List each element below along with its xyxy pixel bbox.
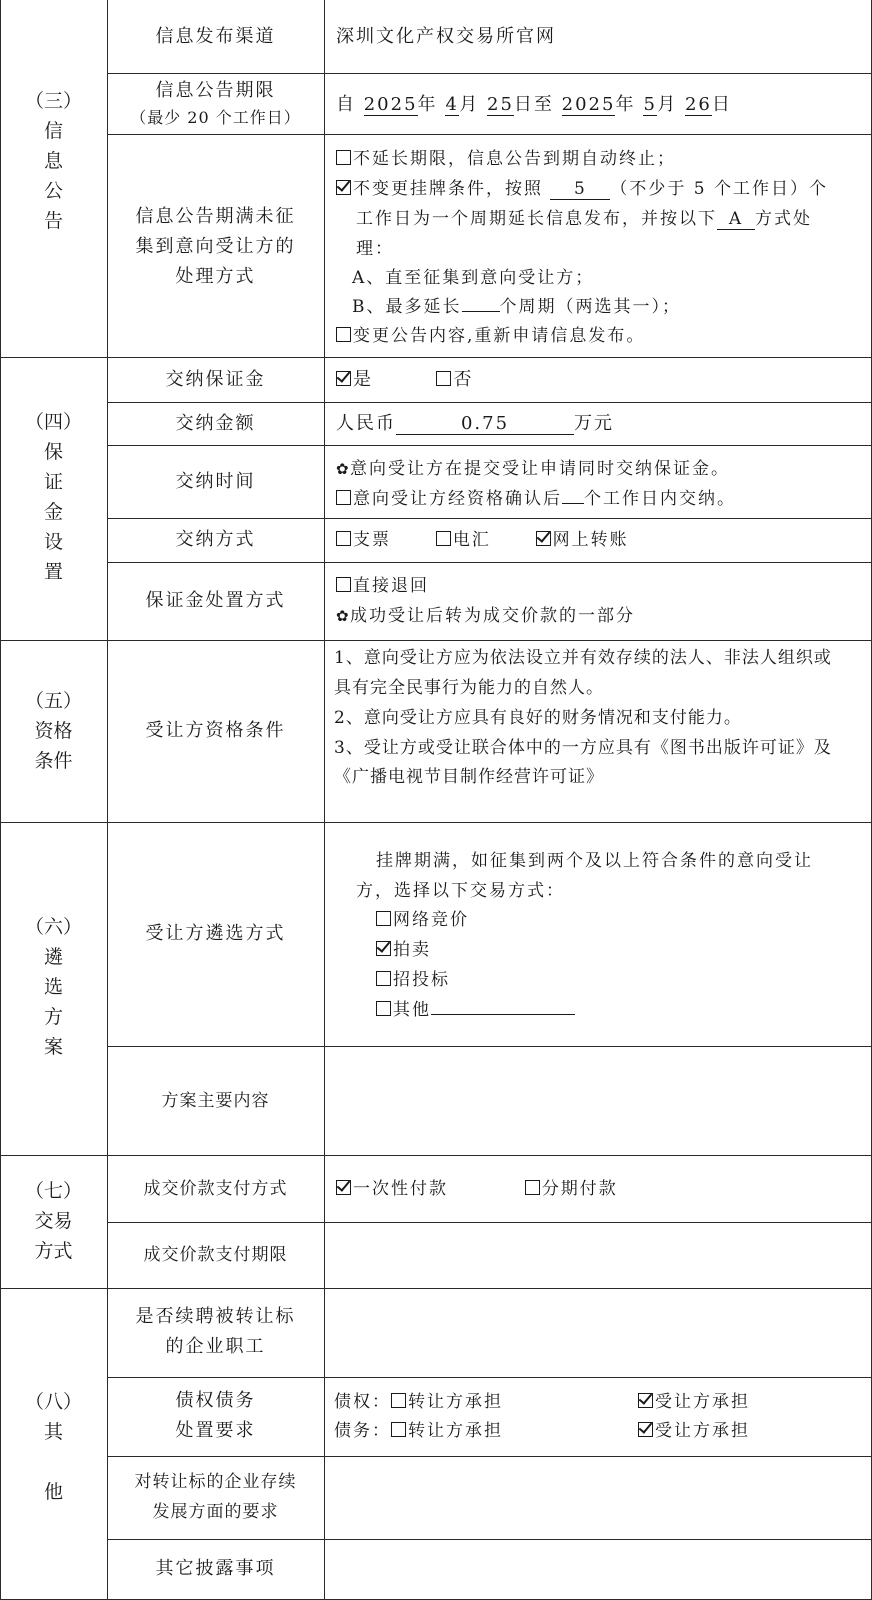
expiry-label-2: 集到意向受让方的 xyxy=(135,236,296,257)
section-8-heading: （八） 其 他 xyxy=(24,1391,82,1503)
plan-content-label: 方案主要内容 xyxy=(161,1091,270,1111)
checkbox-unchecked-icon[interactable] xyxy=(376,911,391,926)
checkbox-unchecked-icon[interactable] xyxy=(525,1180,540,1195)
expiry-label-1: 信息公告期满未征 xyxy=(135,206,296,227)
checkbox-unchecked-icon[interactable] xyxy=(376,1001,391,1016)
rehire-label-2: 的企业职工 xyxy=(165,1336,266,1357)
section-6-heading: （六） 遴 选 方 案 xyxy=(24,916,82,1058)
expiry-option-2[interactable]: 不变更挂牌条件，按照 5 （不少于 5 个工作日）个 xyxy=(336,178,828,200)
deposit-method-label: 交纳方式 xyxy=(175,529,256,550)
deposit-required-label: 交纳保证金 xyxy=(165,369,266,390)
selection-option-other[interactable]: 其他 xyxy=(376,999,575,1021)
selection-option-tender[interactable]: 招投标 xyxy=(376,969,450,991)
development-label-1: 对转让标的企业存续 xyxy=(134,1472,297,1492)
checkbox-unchecked-icon[interactable] xyxy=(391,1422,406,1437)
expiry-option-2-a: A、直至征集到意向受让方； xyxy=(352,268,595,288)
qualification-label: 受让方资格条件 xyxy=(145,720,286,741)
expiry-option-2-b: B、最多延长 个周期（两选其一）； xyxy=(352,297,681,317)
checkbox-unchecked-icon[interactable] xyxy=(336,490,351,505)
expiry-label-3: 处理方式 xyxy=(175,266,256,287)
channel-label: 信息发布渠道 xyxy=(155,26,276,47)
checkbox-unchecked-icon[interactable] xyxy=(391,1393,406,1408)
checkbox-unchecked-icon[interactable] xyxy=(336,150,351,165)
checkbox-unchecked-icon[interactable] xyxy=(376,971,391,986)
development-label-2: 发展方面的要求 xyxy=(152,1502,279,1522)
debt-transferee[interactable]: 受让方承担 xyxy=(638,1420,750,1442)
channel-value: 深圳文化产权交易所官网 xyxy=(336,26,556,47)
section-4-heading: （四） 保 证 金 设 置 xyxy=(24,411,82,583)
deposit-time-option-2[interactable]: 意向受让方经资格确认后 个工作日内交纳。 xyxy=(336,488,736,510)
expiry-option-3[interactable]: 变更公告内容,重新申请信息发布。 xyxy=(336,325,645,347)
period-note: （最少 20 个工作日） xyxy=(130,108,301,127)
flower-bullet-icon: ✿ xyxy=(336,607,351,625)
rehire-label-1: 是否续聘被转让标 xyxy=(135,1306,296,1327)
deposit-method-options: 支票 电汇 网上转账 xyxy=(336,529,629,551)
flower-bullet-icon: ✿ xyxy=(336,460,351,478)
deposit-amount-label: 交纳金额 xyxy=(175,413,256,434)
qualification-line-1: 1、意向受让方应为依法设立并有效存续的法人、非法人组织或 xyxy=(334,648,832,668)
checkbox-checked-icon[interactable] xyxy=(536,531,551,546)
deposit-required-options: 是 否 xyxy=(336,369,473,391)
selection-intro-1: 挂牌期满，如征集到两个及以上符合条件的意向受让 xyxy=(376,851,813,871)
checkbox-unchecked-icon[interactable] xyxy=(336,327,351,342)
deposit-time-label: 交纳时间 xyxy=(175,471,256,492)
checkbox-unchecked-icon[interactable] xyxy=(436,371,451,386)
payment-method-options: 一次性付款 分期付款 xyxy=(336,1178,618,1200)
payment-method-label: 成交价款支付方式 xyxy=(143,1179,288,1199)
deposit-dispose-option-2[interactable]: ✿成功受让后转为成交价款的一部分 xyxy=(336,606,635,626)
other-disclosure-label: 其它披露事项 xyxy=(155,1558,276,1579)
checkbox-checked-icon[interactable] xyxy=(376,941,391,956)
checkbox-checked-icon[interactable] xyxy=(336,371,351,386)
checkbox-unchecked-icon[interactable] xyxy=(336,531,351,546)
checkbox-checked-icon[interactable] xyxy=(336,1180,351,1195)
expiry-option-2-line-3: 理： xyxy=(356,239,394,259)
debt-label-1: 债权债务 xyxy=(175,1390,256,1411)
deposit-time-option-1[interactable]: ✿意向受让方在提交受让申请同时交纳保证金。 xyxy=(336,459,730,479)
qualification-line-5: 《广播电视节目制作经营许可证》 xyxy=(334,767,604,787)
payment-term-label: 成交价款支付期限 xyxy=(143,1245,288,1265)
qualification-line-3: 2、意向受让方应具有良好的财务情况和支付能力。 xyxy=(334,708,742,728)
period-value: 自 2025年 4月 25日至 2025年 5月 26日 xyxy=(336,94,732,115)
checkbox-unchecked-icon[interactable] xyxy=(336,577,351,592)
deposit-dispose-label: 保证金处置方式 xyxy=(145,590,286,611)
deposit-amount-value: 人民币 0.75 万元 xyxy=(336,413,614,434)
expiry-option-2-line-2: 工作日为一个周期延长信息发布，并按以下 A 方式处 xyxy=(356,209,812,229)
checkbox-checked-icon[interactable] xyxy=(638,1393,653,1408)
selection-label: 受让方遴选方式 xyxy=(145,923,286,944)
selection-option-online[interactable]: 网络竞价 xyxy=(376,909,469,931)
section-3-heading: （三） 信 息 公 告 xyxy=(24,90,82,232)
section-5-heading: （五） 资格 条件 xyxy=(24,690,82,772)
selection-option-auction[interactable]: 拍卖 xyxy=(376,939,431,961)
checkbox-checked-icon[interactable] xyxy=(638,1422,653,1437)
debt-row: 债务： 转让方承担 xyxy=(334,1421,503,1441)
qualification-line-2: 具有完全民事行为能力的自然人。 xyxy=(334,678,604,698)
deposit-dispose-option-1[interactable]: 直接退回 xyxy=(336,575,429,597)
section-7-heading: （七） 交易 方式 xyxy=(24,1180,82,1262)
expiry-option-1[interactable]: 不延长期限，信息公告到期自动终止； xyxy=(336,148,676,170)
debt-label-2: 处置要求 xyxy=(175,1420,256,1441)
qualification-line-4: 3、受让方或受让联合体中的一方应具有《图书出版许可证》及 xyxy=(334,738,832,758)
checkbox-checked-icon[interactable] xyxy=(336,180,351,195)
checkbox-unchecked-icon[interactable] xyxy=(436,531,451,546)
period-label: 信息公告期限 xyxy=(155,80,276,101)
claim-transferee[interactable]: 受让方承担 xyxy=(638,1391,750,1413)
selection-intro-2: 方，选择以下交易方式： xyxy=(356,881,565,901)
claim-row: 债权： 转让方承担 xyxy=(334,1392,503,1412)
